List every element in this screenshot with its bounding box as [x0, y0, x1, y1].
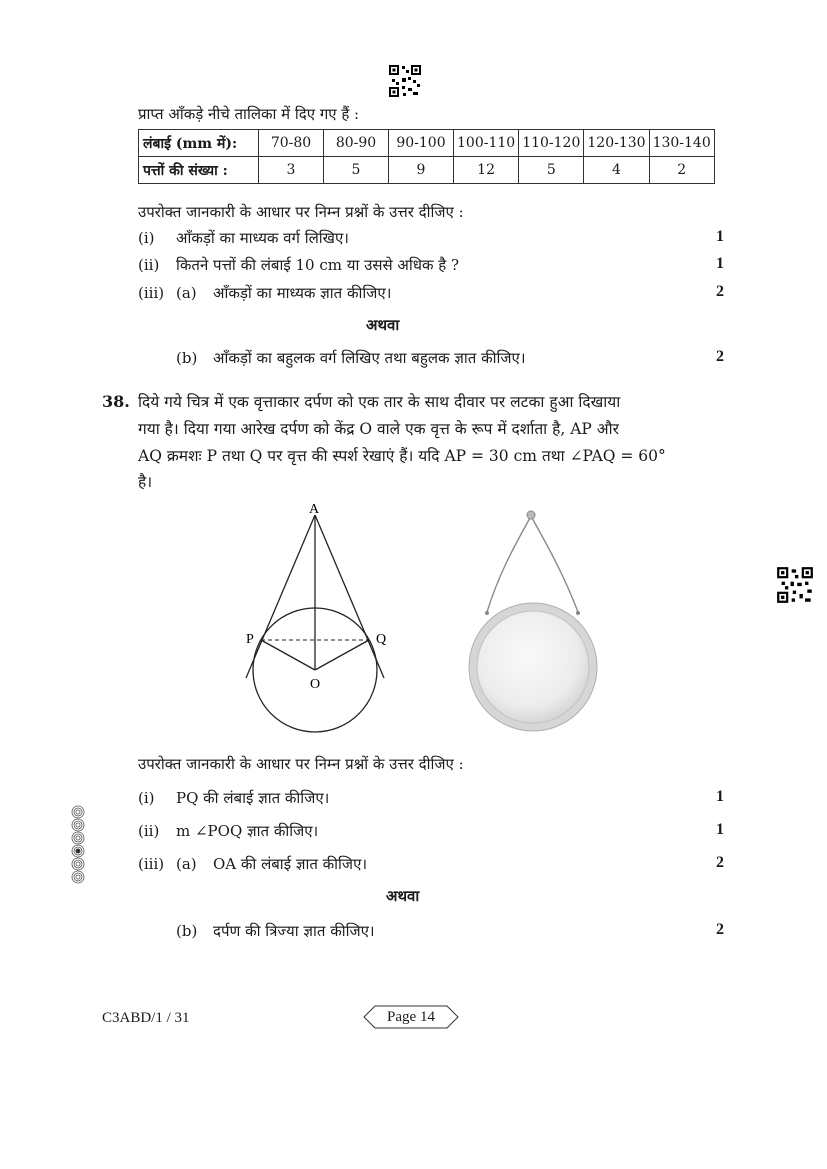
q38-item-text: OA की लंबाई ज्ञात कीजिए।	[213, 855, 368, 873]
q38-line2: गया है। दिया गया आरेख दर्पण को केंद्र O वाले एक वृत्त के रूप में दर्शाता है, AP और	[138, 420, 619, 438]
qr-code-side	[776, 566, 814, 604]
leaf-length-table	[138, 129, 715, 184]
label-o: O	[310, 677, 321, 692]
table-cell: 80-90	[324, 130, 389, 157]
q37-or: अथवा	[366, 316, 400, 334]
table-cell: 5	[519, 157, 584, 184]
table-cell: 2	[649, 157, 714, 184]
table-cell: 70-80	[259, 130, 324, 157]
table-cell: 4	[584, 157, 649, 184]
q37-item-marks: 1	[716, 228, 724, 245]
margin-security-marks	[70, 805, 86, 887]
table-row	[139, 130, 715, 157]
table-cell: 110-120	[519, 130, 584, 157]
q37-alt-text: आँकड़ों का बहुलक वर्ग लिखिए तथा बहुलक ज्ञात कीजिए।	[213, 349, 526, 367]
q37-item-text: आँकड़ों का माध्यक वर्ग लिखिए।	[176, 229, 349, 247]
table-cell: 3	[259, 157, 324, 184]
q38-item-marks: 1	[716, 788, 724, 805]
q37-alt-marks: 2	[716, 348, 724, 365]
q38-alt-sub: (b)	[176, 922, 198, 940]
table-header-length: लंबाई (mm में):	[139, 130, 259, 157]
q38-line1: दिये गये चित्र में एक वृत्ताकार दर्पण को एक तार के साथ दीवार पर लटका हुआ दिखाया	[138, 393, 621, 411]
q38-item-marks: 1	[716, 821, 724, 838]
q37-alt-sub: (b)	[176, 349, 198, 367]
q38-or: अथवा	[386, 887, 420, 905]
q37-item-text: कितने पत्तों की लंबाई 10 cm या उससे अधिक है ?	[176, 256, 460, 274]
tangent-line-aq	[315, 515, 387, 678]
q38-item-num: (i)	[138, 789, 155, 807]
intro-line: प्राप्त आँकड़े नीचे तालिका में दिए गए हैं :	[138, 105, 360, 123]
tangent-line-ap	[246, 515, 315, 678]
q38-item-num: (ii)	[138, 822, 160, 840]
radius-op	[261, 640, 315, 670]
label-q: Q	[376, 632, 387, 647]
table-cell: 120-130	[584, 130, 649, 157]
label-a: A	[309, 502, 320, 517]
qr-code-top	[388, 64, 422, 98]
q38-item-marks: 2	[716, 854, 724, 871]
hanging-mirror-image	[462, 505, 608, 735]
q38-line4: है।	[138, 473, 153, 491]
q37-item-marks: 2	[716, 283, 724, 300]
q38-instruction: उपरोक्त जानकारी के आधार पर निम्न प्रश्नों के उत्तर दीजिए :	[138, 755, 464, 773]
q37-instruction: उपरोक्त जानकारी के आधार पर निम्न प्रश्नों के उत्तर दीजिए :	[138, 203, 464, 221]
q38-item-sub: (a)	[176, 855, 197, 873]
table-cell: 130-140	[649, 130, 714, 157]
q38-item-text: PQ की लंबाई ज्ञात कीजिए।	[176, 789, 330, 807]
table-cell: 9	[389, 157, 454, 184]
tangent-circle-diagram	[236, 500, 406, 740]
q37-item-marks: 1	[716, 255, 724, 272]
table-cell: 5	[324, 157, 389, 184]
table-cell: 90-100	[389, 130, 454, 157]
q38-line3: AQ क्रमशः P तथा Q पर वृत्त की स्पर्श रेखाएं हैं। यदि AP = 30 cm तथा ∠PAQ = 60°	[138, 447, 666, 465]
q37-item-num: (i)	[138, 229, 155, 247]
table-header-count: पत्तों की संख्या :	[139, 157, 259, 184]
table-cell: 12	[454, 157, 519, 184]
page-number: Page 14	[387, 1009, 435, 1025]
table-row	[139, 157, 715, 184]
q38-number: 38.	[102, 392, 130, 411]
q38-item-text: m ∠POQ ज्ञात कीजिए।	[176, 822, 319, 840]
q37-item-num: (ii)	[138, 256, 160, 274]
table-cell: 100-110	[454, 130, 519, 157]
radius-oq	[315, 640, 369, 670]
q38-alt-text: दर्पण की त्रिज्या ज्ञात कीजिए।	[213, 922, 375, 940]
q38-item-num: (iii)	[138, 855, 165, 873]
footer-code: C3ABD/1 / 31	[102, 1010, 190, 1026]
q37-item-sub: (a)	[176, 284, 197, 302]
q37-item-text: आँकड़ों का माध्यक ज्ञात कीजिए।	[213, 284, 392, 302]
label-p: P	[246, 632, 254, 647]
q38-alt-marks: 2	[716, 921, 724, 938]
q37-item-num: (iii)	[138, 284, 165, 302]
